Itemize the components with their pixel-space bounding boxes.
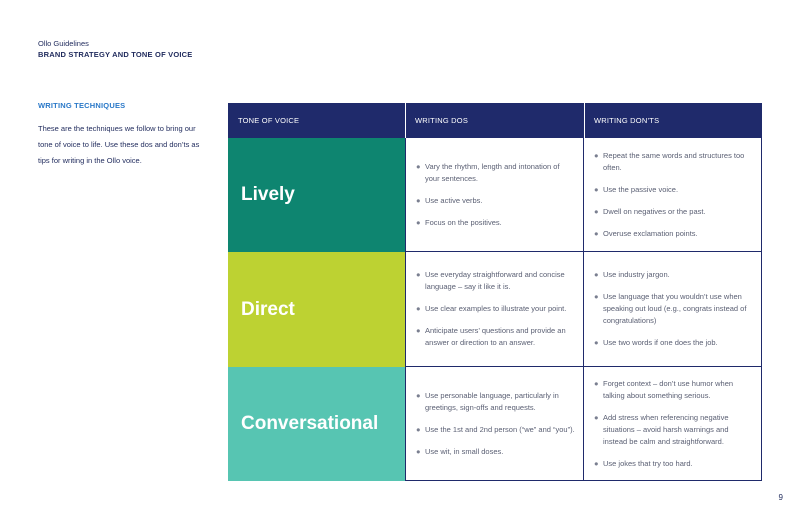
list-item (416, 325, 575, 349)
tone-cell (228, 367, 405, 481)
donts-item-text: Use industry jargon. (603, 270, 670, 279)
dos-item-text: Anticipate users’ questions and provide an answer or direction to an answer. (425, 326, 566, 347)
writing-techniques-heading: WRITING TECHNIQUES (38, 101, 126, 110)
tone-name: Lively (241, 184, 295, 205)
section-title: BRAND STRATEGY AND TONE OF VOICE (38, 50, 193, 59)
bullet-icon: ● (416, 270, 421, 279)
page-number: 9 (778, 493, 783, 502)
bullet-icon: ● (416, 304, 421, 313)
dos-item-text: Use wit, in small doses. (425, 446, 504, 456)
dos-cell (405, 138, 584, 252)
list-item (416, 269, 575, 293)
dos-cell (405, 367, 584, 481)
bullet-icon: ● (594, 378, 599, 388)
bullet-icon: ● (416, 217, 421, 227)
list-item (594, 269, 753, 281)
list-item (594, 337, 753, 349)
list-item (416, 217, 575, 229)
bullet-icon: ● (594, 150, 599, 160)
tone-cell (228, 252, 405, 367)
bullet-icon: ● (416, 446, 421, 456)
bullet-icon: ● (594, 292, 599, 301)
column-header-tone: TONE OF VOICE (238, 116, 300, 125)
bullet-icon: ● (416, 390, 421, 400)
list-item (594, 378, 753, 402)
list-item (416, 424, 575, 436)
list-item (594, 412, 753, 448)
donts-item-text: Use language that you wouldn’t use when speaking out loud (e.g., congrats instead of congratulations) (603, 292, 747, 325)
tone-name: Conversational (241, 413, 379, 434)
tone-name: Direct (241, 298, 295, 320)
list-item (594, 206, 753, 218)
table-row-direct (228, 252, 762, 367)
dos-cell (405, 252, 584, 367)
list-item (416, 390, 575, 414)
table-row-conversational (228, 367, 762, 481)
table-header (228, 103, 762, 138)
list-item (594, 458, 753, 470)
table-row-lively (228, 138, 762, 252)
dos-item-text: Vary the rhythm, length and intonation of your sentences. (425, 161, 560, 183)
bullet-icon: ● (594, 228, 599, 238)
list-item (594, 184, 753, 196)
tone-table (228, 103, 762, 481)
bullet-icon: ● (416, 161, 421, 171)
bullet-icon: ● (594, 270, 599, 279)
dos-item-text: Use active verbs. (425, 195, 483, 205)
donts-item-text: Dwell on negatives or the past. (603, 206, 706, 216)
bullet-icon: ● (594, 338, 599, 347)
list-item (594, 291, 753, 327)
donts-item-text: Use jokes that try too hard. (603, 458, 693, 468)
list-item (416, 303, 575, 315)
dos-item-text: Use clear examples to illustrate your point. (425, 304, 567, 313)
donts-cell (584, 367, 762, 481)
list-item (594, 228, 753, 240)
bullet-icon: ● (416, 424, 421, 434)
dos-item-text: Use personable language, particularly in greetings, sign-offs and requests. (425, 390, 559, 412)
donts-item-text: Overuse exclamation points. (603, 228, 698, 238)
donts-item-text: Add stress when referencing negative situations – avoid harsh warnings and instead be calm and straightforward. (603, 412, 729, 446)
column-header-dos: WRITING DOS (415, 116, 469, 125)
donts-item-text: Use two words if one does the job. (603, 338, 718, 347)
intro-block (38, 101, 203, 169)
list-item (594, 150, 753, 174)
bullet-icon: ● (416, 326, 421, 335)
column-header-donts: WRITING DON’TS (594, 116, 660, 125)
intro-paragraph: These are the techniques we follow to bring our tone of voice to life. Use these dos and don’ts as tips for writing in the Ollo voice. (38, 124, 200, 165)
donts-item-text: Repeat the same words and structures too often. (603, 150, 745, 172)
tone-cell (228, 138, 405, 252)
dos-item-text: Focus on the positives. (425, 217, 502, 227)
list-item (416, 195, 575, 207)
dos-item-text: Use everyday straightforward and concise language – say it like it is. (425, 270, 565, 291)
page-header (38, 38, 192, 60)
donts-cell (584, 138, 762, 252)
bullet-icon: ● (594, 458, 599, 468)
bullet-icon: ● (416, 195, 421, 205)
bullet-icon: ● (594, 412, 599, 422)
donts-item-text: Forget context – don’t use humor when talking about something serious. (603, 378, 734, 400)
dos-item-text: Use the 1st and 2nd person (“we” and “you”). (425, 424, 575, 434)
donts-cell (584, 252, 762, 367)
bullet-icon: ● (594, 184, 599, 194)
bullet-icon: ● (594, 206, 599, 216)
brand-title: Ollo Guidelines (38, 39, 89, 48)
donts-item-text: Use the passive voice. (603, 184, 679, 194)
list-item (416, 161, 575, 185)
list-item (416, 446, 575, 458)
